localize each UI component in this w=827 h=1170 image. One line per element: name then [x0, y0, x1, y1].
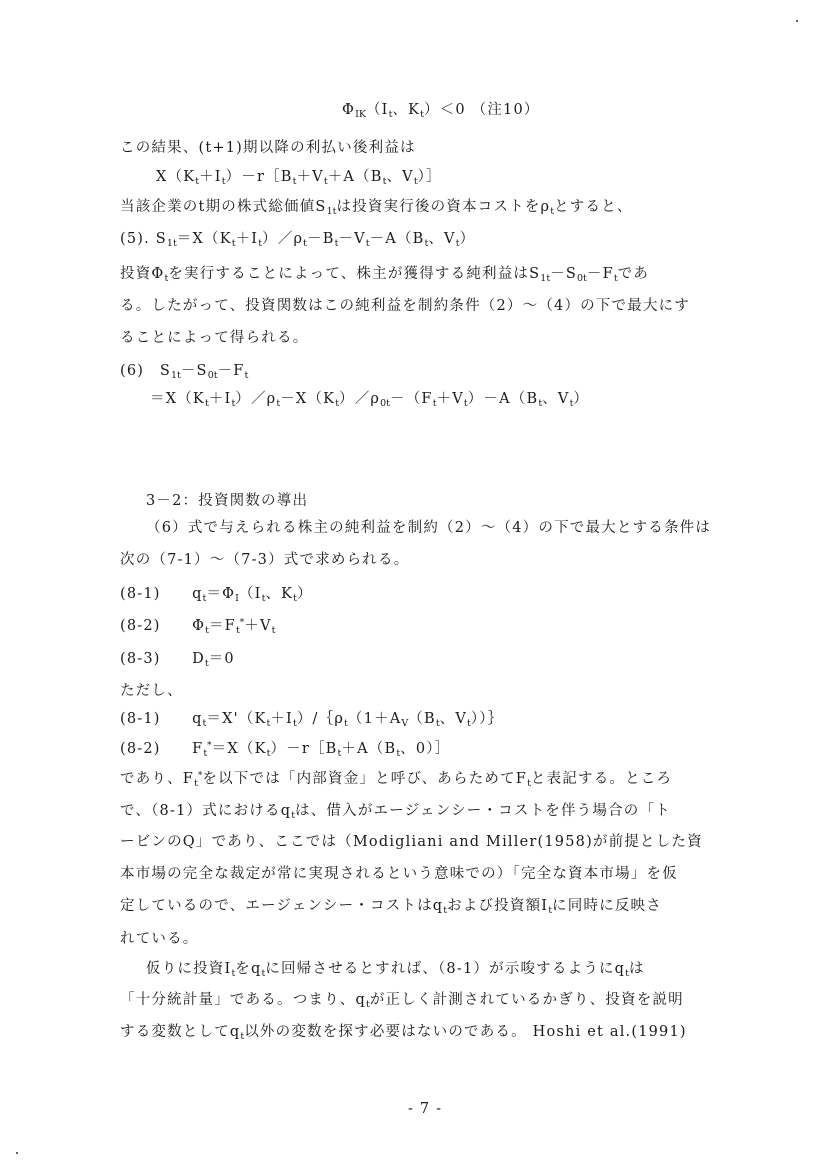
text-line-net-profit: 投資$\Phi_t$を実行することによって、株主が獲得する純利益は$S_{1t}-S_{0t}-F_t$であ [120, 266, 650, 284]
text-line-tobin-q-2: ービンのQ」であり、ここでは（Modigliani and Miller(1958)が前提とした資 [120, 834, 703, 850]
equation-8-2: (8-2) $\Phi_t=F_t^*+V_t$ [120, 618, 276, 636]
text-line-investment-function: る。したがって、投資関数はこの純利益を制約条件（2）～（4）の下で最大にす [120, 298, 691, 314]
equation-8-1-definition: (8-1) $q_t=X'(K_t+I_t)/\{\rho_t(1+A_V(B_t$、$V_t))\}$ [120, 711, 504, 729]
scan-speck [16, 1152, 18, 1154]
text-line-stock-value: 当該企業のt期の株式総価値$S_{1t}$は投資実行後の資本コストを$\rho_t$とすると、 [120, 199, 633, 217]
text-line-hoshi: する変数として$q_t$以外の変数を探す必要はないのである。 Hoshi et al.(1991) [120, 1024, 687, 1042]
equation-6-lhs: (6) $S_{1t}-S_{0t}-F_t$ [120, 363, 249, 381]
text-line-sufficient-statistic: 「十分統計量」である。つまり、$q_t$が正しく計測されているかぎり、投資を説明 [120, 992, 684, 1010]
text-line-internal-funds: であり、$F_t^*$を以下では「内部資金」と呼び、あらためて$F_t$と表記する。ところ [120, 771, 673, 789]
equation-5: (5). $S_{1t}=X(K_t+I_t)/\rho_t-B_t-V_t-A(B_t$、$V_t$） [120, 231, 476, 249]
text-line-agency-cost: 定しているので、エージェンシー・コストは$q_t$および投資額$I_t$に同時に反映さ [120, 898, 662, 916]
page-number: - 7 - [408, 1101, 443, 1117]
equation-phi-ik-condition: $\Phi_{IK}(I_t$、$K_t)<0$ （注10） [342, 102, 540, 120]
section-heading-3-2: 3－2：投資関数の導出 [146, 493, 309, 509]
text-line-tobin-q-1: で、（8-1）式における$q_t$は、借入がエージェンシー・コストを伴う場合の「ト [120, 803, 671, 821]
text-line-equations-7: 次の（7-1）～（7-3）式で求められる。 [120, 552, 410, 568]
text-line-obtained: ることによって得られる。 [120, 330, 309, 346]
equation-8-3: (8-3) $D_t=0$ [120, 651, 235, 669]
text-line-capital-market: 本市場の完全な裁定が常に実現されるという意味での）「完全な資本市場」を仮 [120, 866, 678, 882]
text-line-however: ただし、 [120, 683, 183, 699]
text-line-conditions: （6）式で与えられる株主の純利益を制約（2）～（4）の下で最大とする条件は [146, 520, 712, 536]
equation-6-rhs: $=X(K_t+I_t)/\rho_t-X(K_t)/\rho_{0t}-(F_t+V_t)-A(B_t$、$V_t$） [150, 391, 590, 409]
text-line-profit-after-interest: この結果、(t+1)期以降の利払い後利益は [120, 140, 416, 156]
equation-8-2-definition: (8-2) $F_t^*=X(K_t)-r[B_t+A(B_t$、0）］ [120, 741, 451, 759]
equation-8-1: (8-1) $q_t=\Phi_I(I_t$、$K_t$） [120, 586, 313, 604]
text-line-reflected: れている。 [120, 931, 199, 947]
scan-speck [796, 20, 798, 22]
equation-profit-expression: $X(K_t+I_t)-r[B_t+V_t+A(B_t$、$V_t)]$ [156, 169, 442, 187]
text-line-regression: 仮りに投資$I_t$を$q_t$に回帰させるとすれば、（8-1）が示唆するように$q_t$は [146, 961, 645, 979]
